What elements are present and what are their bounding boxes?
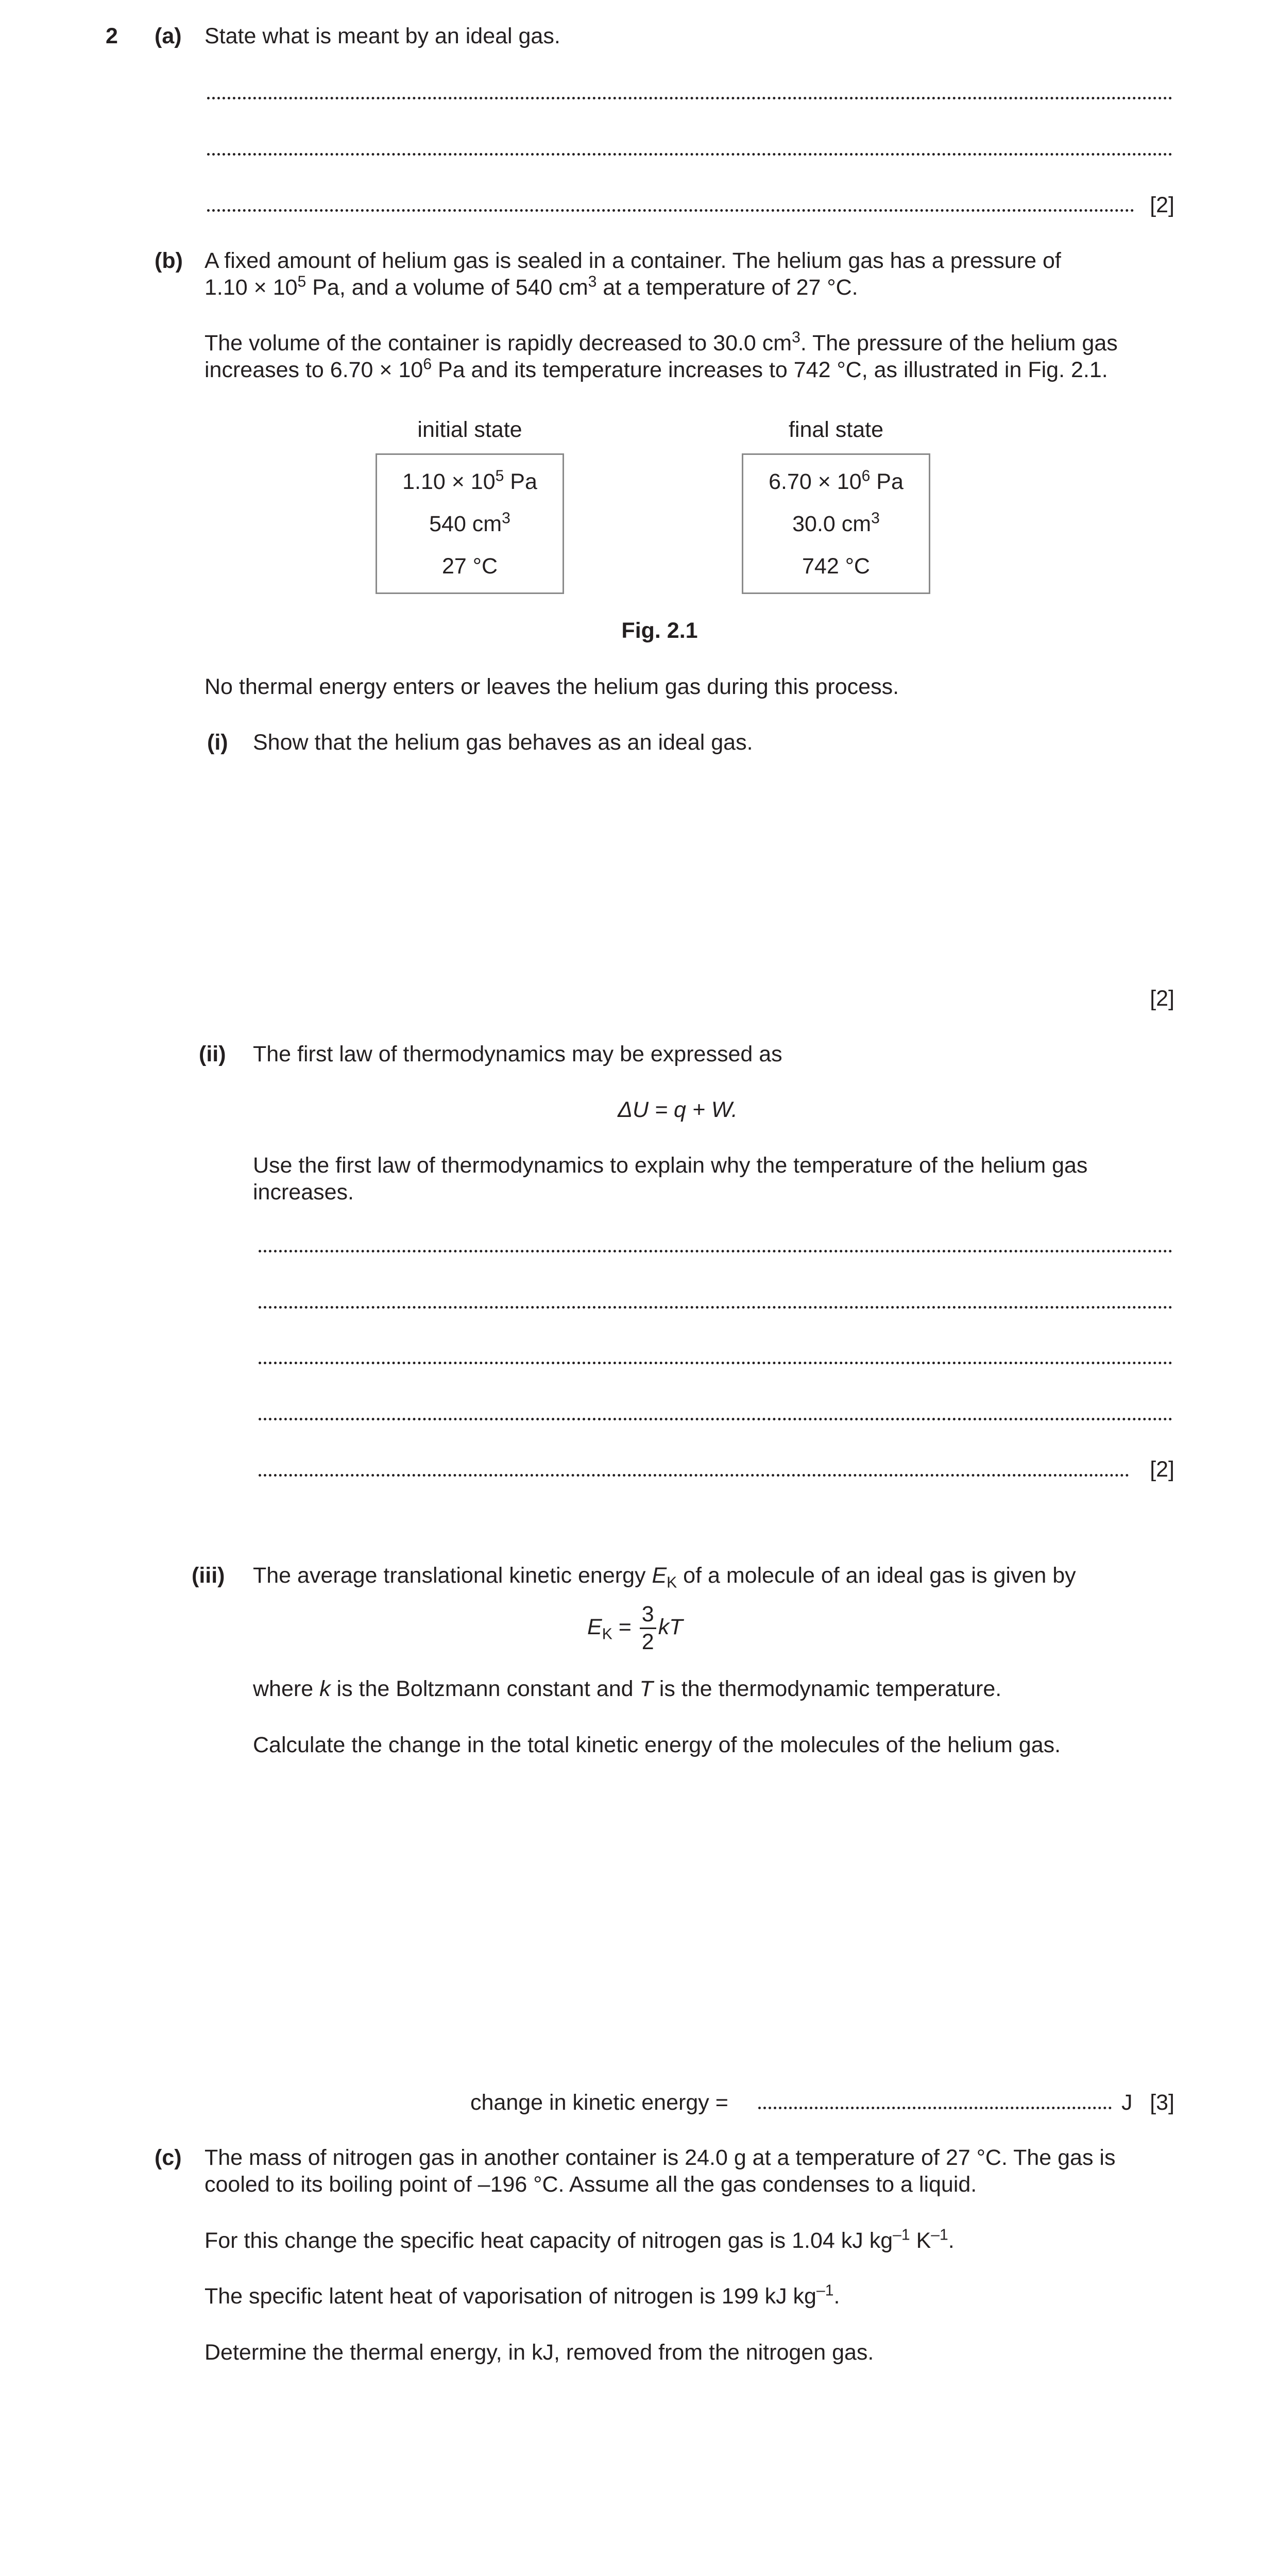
first-law-equation: ΔU = q + W. [618,1097,738,1122]
fraction-three-halves: $\frac{3}{2}$ [640,1603,656,1653]
final-state-box [742,453,930,594]
answer-line[interactable] [259,1250,1172,1252]
part-b-text-1 [205,247,1174,301]
part-b-label: (b) [155,248,183,273]
figure-caption: Fig. 2.1 [621,618,698,643]
sub-iii-marks: [3] [1150,2090,1174,2115]
part-a-label: (a) [155,24,182,48]
initial-pressure: $1.10 \times 10^5$ Pa [402,467,537,494]
kinetic-energy-unit: J [1121,2090,1133,2115]
part-b-text-2 [205,330,1174,384]
part-c-text-1: The mass of nitrogen gas in another container is 24.0 g at a temperature of 27 °C. The gas is cooled to its boiling point of –196 °C. Assume all the gas condenses to a liquid. [205,2145,1116,2197]
sub-ii-marks: [2] [1150,1457,1174,1482]
answer-line[interactable] [259,1306,1172,1309]
sub-i-marks: [2] [1150,986,1174,1011]
part-c-label: (c) [155,2145,182,2170]
part-a-text: State what is meant by an ideal gas. [205,24,560,48]
part-a-marks: [2] [1150,193,1174,217]
sub-ii-label: (ii) [199,1042,226,1066]
part-b-line-2: $1.10 \times 10^5$ Pa, and a volume of 540 $cm^3$ at a temperature of 27 °C. [205,274,858,300]
sub-ii-instruction: Use the first law of thermodynamics to explain why the temperature of the helium gas increases. [253,1153,1088,1205]
kinetic-energy-answer-line[interactable] [758,2107,1112,2109]
sub-i-text: Show that the helium gas behaves as an ideal gas. [253,730,753,755]
answer-line[interactable] [207,97,1172,99]
part-c-text-2: For this change the specific heat capacity of nitrogen gas is 1.04 kJ $kg^{-1}$ $K^{-1}$. [205,2226,955,2253]
answer-line[interactable] [259,1474,1129,1477]
sub-iii-where: where k is the Boltzmann constant and T is the thermodynamic temperature. [253,1676,1002,1701]
sub-i-label: (i) [207,730,228,755]
question-number: 2 [106,24,118,48]
final-pressure: $6.70 \times 10^6$ Pa [769,467,904,494]
part-c-instruction: Determine the thermal energy, in kJ, removed from the nitrogen gas. [205,2340,874,2365]
initial-state-label: initial state [417,417,522,442]
sub-iii-instruction: Calculate the change in the total kinetic energy of the molecules of the helium gas. [253,1733,1061,1757]
initial-temperature: 27 °C [441,554,498,579]
initial-state-box [376,453,564,594]
answer-line[interactable] [259,1418,1172,1420]
initial-volume: 540 $cm^3$ [429,510,510,536]
answer-line[interactable] [207,209,1134,212]
part-b-line-4: increases to $6.70 \times 10^6$ Pa and its temperature increases to 742 °C, as illustrated in Fig. 2.1. [205,356,1108,383]
part-b-line-3: The volume of the container is rapidly decreased to 30.0 $cm^3$. The pressure of the helium gas [205,329,1118,355]
final-volume: 30.0 $cm^3$ [792,510,880,536]
kinetic-energy-answer-label: change in kinetic energy = [470,2090,728,2115]
answer-line[interactable] [207,153,1172,156]
final-temperature: 742 °C [802,554,870,579]
final-state-label: final state [788,417,884,442]
part-b-note: No thermal energy enters or leaves the helium gas during this process. [205,674,899,699]
sub-ii-text: The first law of thermodynamics may be expressed as [253,1042,782,1066]
part-c-text-3: The specific latent heat of vaporisation of nitrogen is 199 kJ $kg^{-1}$. [205,2282,840,2309]
kinetic-energy-equation: $E_K$ = $\frac{3}{2}$ kT [587,1602,683,1654]
sub-iii-text: The average translational kinetic energy $E_K$ of a molecule of an ideal gas is given by [253,1563,1076,1591]
part-b-line-1: A fixed amount of helium gas is sealed in a container. The helium gas has a pressure of [205,248,1061,273]
answer-line[interactable] [259,1362,1172,1364]
sub-iii-label: (iii) [192,1563,225,1588]
